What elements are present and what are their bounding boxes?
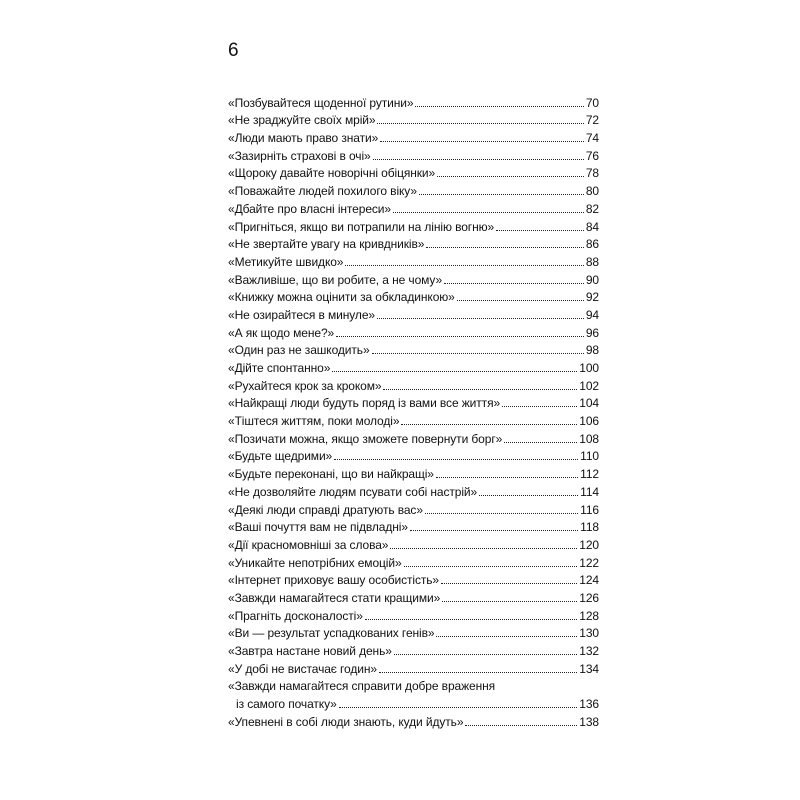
toc-entry-page: 104 bbox=[579, 396, 599, 411]
toc-entry-title: «Тіштеся життям, поки молоді» bbox=[228, 414, 400, 429]
toc-entry-page: 86 bbox=[585, 237, 599, 252]
toc-entry bbox=[228, 499, 599, 517]
toc-entry bbox=[228, 340, 599, 358]
toc-entry bbox=[228, 251, 599, 269]
toc-entry-title: «Рухайтеся крок за кроком» bbox=[228, 378, 382, 393]
toc-entry-page: 136 bbox=[579, 697, 599, 712]
toc-entry-page: 94 bbox=[585, 307, 599, 322]
toc-entry-page: 108 bbox=[579, 431, 599, 446]
toc-entry-page: 106 bbox=[579, 414, 599, 429]
toc-entry-title: «Будьте переконані, що ви найкращі» bbox=[228, 467, 434, 482]
toc-entry-page: 116 bbox=[580, 502, 599, 517]
dot-leader bbox=[379, 672, 577, 673]
dot-leader bbox=[365, 619, 577, 620]
toc-entry-title: «Ваші почуття вам не підвладні» bbox=[228, 520, 408, 535]
toc-entry-page: 110 bbox=[580, 449, 599, 464]
toc-entry bbox=[228, 658, 599, 676]
dot-leader bbox=[415, 106, 583, 107]
toc-entry-page: 122 bbox=[579, 555, 599, 570]
toc-entry-title: «Будьте щедрими» bbox=[228, 449, 333, 464]
toc-entry-title: «Найкращі люди будуть поряд із вами все життя» bbox=[228, 396, 501, 411]
toc-entry bbox=[228, 623, 599, 641]
page-number: 6 bbox=[228, 40, 239, 61]
toc-entry-title: «Поважайте людей похилого віку» bbox=[228, 184, 417, 199]
toc-entry bbox=[228, 304, 599, 322]
toc-entry-title: «Метикуйте швидко» bbox=[228, 254, 344, 269]
toc-entry bbox=[228, 428, 599, 446]
toc-entry-page: 78 bbox=[585, 166, 599, 181]
toc-entry-title: «Книжку можна оцінити за обкладинкою» bbox=[228, 290, 455, 305]
toc-entry-title: «Упевнені в собі люди знають, куди йдуть» bbox=[228, 714, 464, 729]
toc-entry-title: «Не озирайтеся в минуле» bbox=[228, 307, 375, 322]
toc-entry bbox=[228, 180, 599, 198]
toc-entry-page: 100 bbox=[579, 361, 599, 375]
toc-entry bbox=[228, 393, 599, 411]
dot-leader bbox=[436, 636, 577, 637]
toc-entry-page: 102 bbox=[579, 378, 599, 393]
dot-leader bbox=[410, 530, 578, 531]
toc-entry-title: «Ви — результат успадкованих генів» bbox=[228, 626, 435, 641]
toc-entry bbox=[228, 517, 599, 535]
toc-entry-title: «Не звертайте увагу на кривдників» bbox=[228, 237, 425, 252]
toc-entry bbox=[228, 410, 599, 428]
toc-entry bbox=[228, 693, 599, 711]
toc-entry bbox=[228, 127, 599, 145]
dot-leader bbox=[394, 654, 577, 655]
dot-leader bbox=[502, 406, 577, 407]
toc-entry bbox=[228, 605, 599, 623]
toc-entry-page: 130 bbox=[579, 626, 599, 641]
toc-entry-page: 120 bbox=[579, 537, 599, 552]
dot-leader bbox=[401, 424, 577, 425]
dot-leader bbox=[496, 230, 584, 231]
dot-leader bbox=[336, 336, 584, 337]
toc-entry-title: «Завжди намагайтеся справити добре враження bbox=[228, 679, 496, 694]
toc-entry bbox=[228, 552, 599, 570]
toc-entry-title: «Зазирніть страхові в очі» bbox=[228, 148, 371, 163]
toc-entry-page: 82 bbox=[585, 201, 599, 216]
toc-entry bbox=[228, 375, 599, 393]
toc-entry-page: 134 bbox=[579, 661, 599, 676]
toc-entry bbox=[228, 357, 599, 375]
toc-entry-title: «Позбувайтеся щоденної рутини» bbox=[228, 95, 414, 110]
toc-entry bbox=[228, 570, 599, 588]
toc-entry-page: 128 bbox=[579, 608, 599, 623]
toc-entry-title: «Не дозволяйте людям псувати собі настрій» bbox=[228, 484, 478, 499]
toc-entry-title: «Інтернет приховує вашу особистість» bbox=[228, 573, 439, 588]
toc-entry-title: «Дійте спонтанно» bbox=[228, 361, 331, 375]
toc-entry-title: «Люди мають право знати» bbox=[228, 131, 379, 146]
toc-entry bbox=[228, 446, 599, 464]
toc-entry bbox=[228, 463, 599, 481]
toc-entry-page: 70 bbox=[585, 95, 599, 110]
toc-entry-title: із самого початку» bbox=[236, 697, 337, 712]
toc-entry-title: «Уникайте непотрібних емоцій» bbox=[228, 555, 402, 570]
toc-entry bbox=[228, 534, 599, 552]
dot-leader bbox=[404, 566, 578, 567]
dot-leader bbox=[465, 725, 577, 726]
toc-entry bbox=[228, 587, 599, 605]
toc-entry-title: «Дії красномовніші за слова» bbox=[228, 537, 389, 552]
toc-entry bbox=[228, 216, 599, 234]
toc-entry-page: 92 bbox=[585, 290, 599, 305]
toc-entry-title: «Один раз не зашкодить» bbox=[228, 343, 370, 358]
dot-leader bbox=[372, 353, 584, 354]
toc-entry bbox=[228, 198, 599, 216]
dot-leader bbox=[390, 548, 577, 549]
toc-entry-page: 132 bbox=[579, 644, 599, 658]
toc-entry bbox=[228, 110, 599, 128]
toc-entry-title: «У добі не вистачає годин» bbox=[228, 661, 377, 676]
dot-leader bbox=[504, 442, 577, 443]
toc-entry-page: 72 bbox=[585, 113, 599, 128]
toc-entry bbox=[228, 269, 599, 287]
dot-leader bbox=[334, 459, 578, 460]
toc-entry-title: «А як щодо мене?» bbox=[228, 325, 335, 340]
toc-entry-page: 84 bbox=[585, 219, 599, 234]
toc-entry-title: «Прагніть досконалості» bbox=[228, 608, 363, 623]
dot-leader bbox=[419, 194, 584, 195]
toc-entry-page: 76 bbox=[585, 148, 599, 163]
toc-entry-title: «Позичати можна, якщо зможете повернути борг» bbox=[228, 431, 503, 446]
toc-entry-page: 80 bbox=[585, 184, 599, 199]
toc-entry bbox=[228, 234, 599, 252]
toc-entry bbox=[228, 145, 599, 163]
toc-entry-page: 114 bbox=[580, 484, 599, 499]
toc-entry-page: 126 bbox=[579, 590, 599, 605]
toc-entry bbox=[228, 676, 599, 694]
toc-entry-page: 112 bbox=[580, 467, 599, 482]
toc-entry bbox=[228, 640, 599, 658]
dot-leader bbox=[426, 247, 584, 248]
table-of-contents bbox=[228, 92, 599, 729]
toc-entry-page: 90 bbox=[585, 272, 599, 287]
dot-leader bbox=[425, 513, 578, 514]
dot-leader bbox=[479, 495, 578, 496]
toc-entry-page: 96 bbox=[585, 325, 599, 340]
dot-leader bbox=[373, 159, 584, 160]
toc-entry-page: 124 bbox=[579, 573, 599, 588]
dot-leader bbox=[345, 265, 583, 266]
toc-entry-page: 98 bbox=[585, 343, 599, 358]
dot-leader bbox=[441, 583, 577, 584]
dot-leader bbox=[377, 123, 583, 124]
dot-leader bbox=[383, 389, 577, 390]
toc-entry-title: «Пригніться, якщо ви потрапили на лінію вогню» bbox=[228, 219, 495, 234]
toc-entry bbox=[228, 92, 599, 110]
toc-entry-page: 138 bbox=[579, 714, 599, 729]
toc-entry bbox=[228, 711, 599, 729]
dot-leader bbox=[332, 371, 577, 372]
toc-entry-title: «Дбайте про власні інтереси» bbox=[228, 201, 391, 216]
toc-entry-title: «Завжди намагайтеся стати кращими» bbox=[228, 590, 441, 605]
toc-entry-title: «Щороку давайте новорічні обіцянки» bbox=[228, 166, 436, 181]
dot-leader bbox=[380, 141, 584, 142]
toc-entry bbox=[228, 163, 599, 181]
toc-entry-page: 88 bbox=[585, 254, 599, 269]
dot-leader bbox=[442, 601, 577, 602]
dot-leader bbox=[444, 283, 584, 284]
dot-leader bbox=[437, 176, 584, 177]
dot-leader bbox=[393, 212, 584, 213]
toc-entry-title: «Важливіше, що ви робите, а не чому» bbox=[228, 272, 443, 287]
toc-entry bbox=[228, 287, 599, 305]
toc-entry bbox=[228, 481, 599, 499]
dot-leader bbox=[436, 477, 578, 478]
toc-entry-title: «Деякі люди справді дратують вас» bbox=[228, 502, 423, 517]
toc-entry-title: «Не зраджуйте своїх мрій» bbox=[228, 113, 376, 128]
dot-leader bbox=[339, 707, 578, 708]
toc-entry-page: 118 bbox=[580, 520, 599, 535]
toc-entry bbox=[228, 322, 599, 340]
toc-entry-title: «Завтра настане новий день» bbox=[228, 644, 392, 658]
dot-leader bbox=[377, 318, 584, 319]
dot-leader bbox=[457, 300, 584, 301]
toc-entry-page: 74 bbox=[585, 131, 599, 146]
